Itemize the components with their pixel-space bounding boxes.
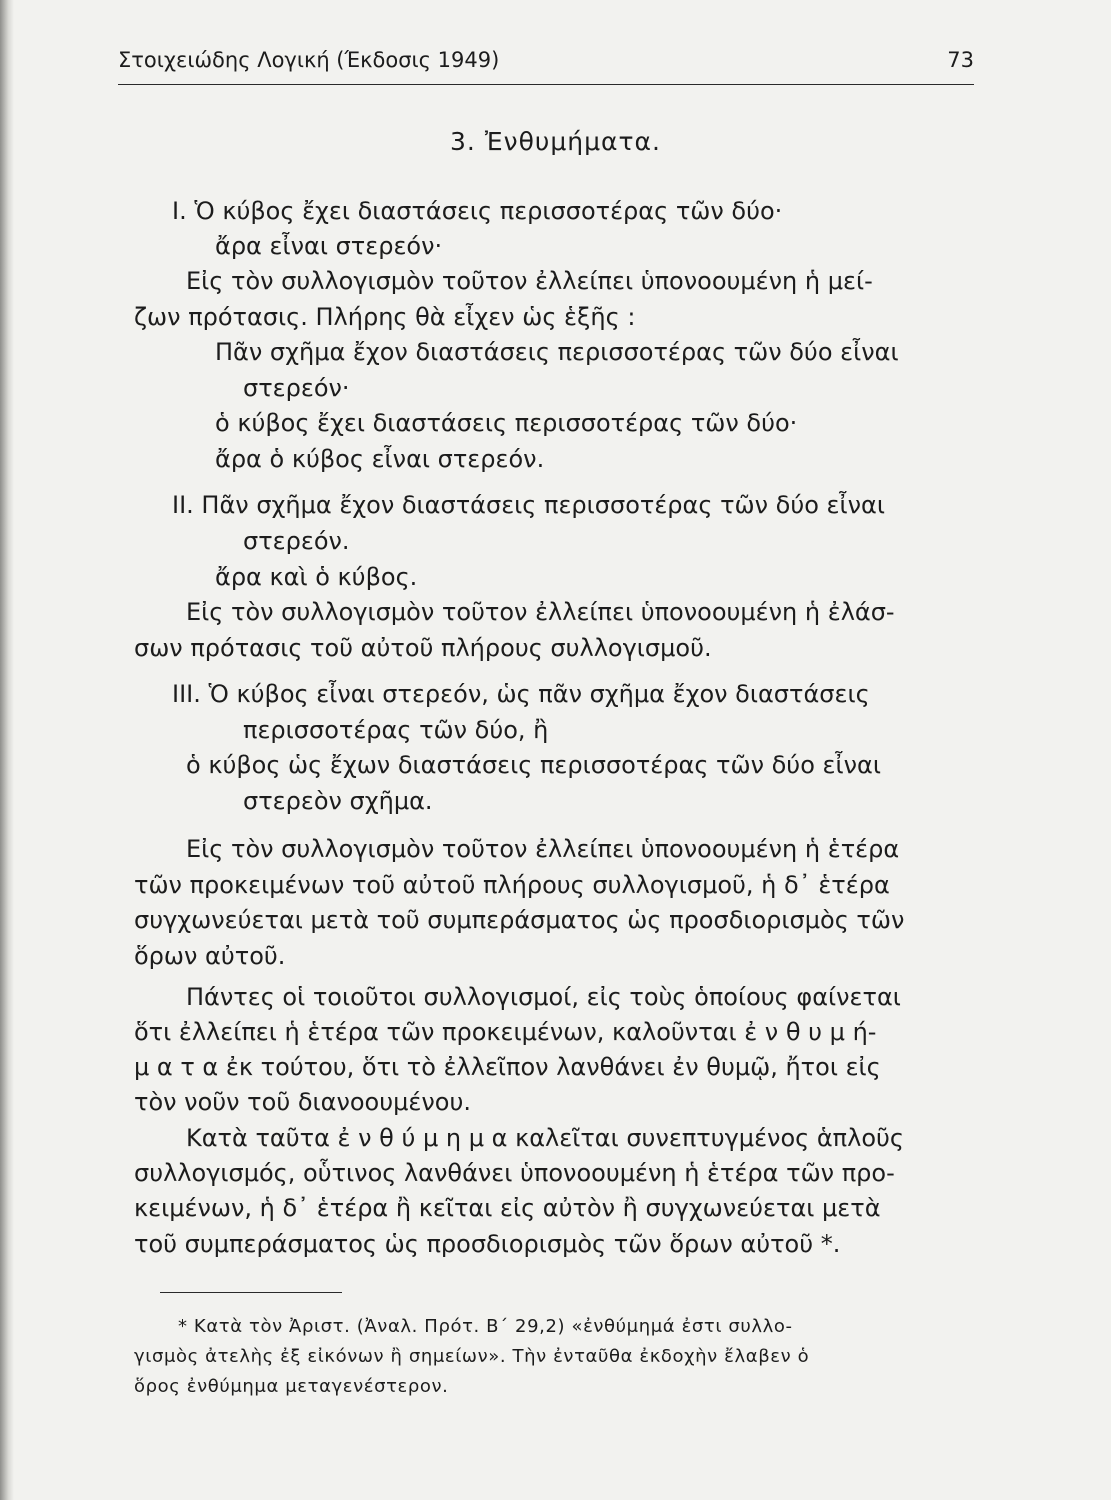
body-line: συγχωνεύεται μετὰ τοῦ συμπεράσματος ὡς προσδιορισμὸς τῶν [134, 906, 905, 934]
body-line: στερεόν· [243, 374, 350, 402]
body-line: Κατὰ ταῦτα ἐ ν θ ύ μ η μ α καλεῖται συνεπτυγμένος ἁπλοῦς [186, 1124, 904, 1152]
body-line: στερεὸν σχῆμα. [243, 787, 433, 815]
body-line: ζων πρότασις. Πλήρης θὰ εἶχεν ὡς ἑξῆς : [134, 303, 636, 331]
body-line: III. Ὁ κύβος εἶναι στερεόν, ὡς πᾶν σχῆμα ἔχον διαστάσεις [172, 680, 870, 708]
body-line: Εἰς τὸν συλλογισμὸν τοῦτον ἐλλείπει ὑπονοουμένη ἡ μεί- [186, 267, 873, 295]
body-line: ὁ κύβος ἔχει διαστάσεις περισσοτέρας τῶν δύο· [215, 409, 798, 437]
footnote-rule [160, 1292, 342, 1293]
body-line: κειμένων, ἡ δ᾽ ἑτέρα ἢ κεῖται εἰς αὐτὸν ἢ συγχωνεύεται μετὰ [134, 1194, 881, 1222]
body-line: τὸν νοῦν τοῦ διανοουμένου. [134, 1088, 471, 1116]
body-line: μ α τ α ἐκ τούτου, ὅτι τὸ ἐλλεῖπον λανθάνει ἐν θυμῷ, ἤτοι εἰς [134, 1053, 881, 1081]
body-line: ἄρα ὁ κύβος εἶναι στερεόν. [215, 445, 545, 473]
footnote-line: γισμὸς ἀτελὴς ἐξ εἰκόνων ἢ σημείων». Τὴν ἐνταῦθα ἐκδοχὴν ἔλαβεν ὁ [134, 1346, 810, 1367]
body-line: ὅτι ἐλλείπει ἡ ἑτέρα τῶν προκειμένων, καλοῦνται ἐ ν θ υ μ ή- [134, 1018, 877, 1046]
body-line: περισσοτέρας τῶν δύο, ἢ [243, 716, 549, 744]
body-line: ὁ κύβος ὡς ἔχων διαστάσεις περισσοτέρας τῶν δύο εἶναι [186, 751, 881, 779]
section-title: 3. Ἐνθυμήματα. [450, 127, 661, 156]
running-title: Στοιχειώδης Λογική (Έκδοσις 1949) [118, 48, 500, 72]
body-line: ἄρα εἶναι στερεόν· [215, 232, 443, 260]
body-line: Πάντες οἱ τοιοῦτοι συλλογισμοί, εἰς τοὺς ὁποίους φαίνεται [186, 983, 901, 1011]
body-line: τοῦ συμπεράσματος ὡς προσδιορισμὸς τῶν ὅρων αὐτοῦ *. [134, 1230, 841, 1258]
body-line: ὅρων αὐτοῦ. [134, 942, 286, 970]
page-edge-shadow [0, 0, 14, 1500]
running-header [118, 44, 974, 84]
header-rule [118, 84, 974, 85]
body-line: II. Πᾶν σχῆμα ἔχον διαστάσεις περισσοτέρας τῶν δύο εἶναι [172, 491, 885, 519]
body-line: ἄρα καὶ ὁ κύβος. [215, 563, 418, 591]
body-line: συλλογισμός, οὗτινος λανθάνει ὑπονοουμένη ἡ ἑτέρα τῶν προ- [134, 1159, 895, 1187]
footnote-line: * Κατὰ τὸν Ἀριστ. (Ἀναλ. Πρότ. Β´ 29,2) «ἐνθύμημά ἐστι συλλο- [178, 1316, 793, 1337]
body-line: Εἰς τὸν συλλογισμὸν τοῦτον ἐλλείπει ὑπονοουμένη ἡ ἐλάσ- [186, 598, 895, 626]
body-line: Πᾶν σχῆμα ἔχον διαστάσεις περισσοτέρας τῶν δύο εἶναι [215, 338, 899, 366]
body-line: Εἰς τὸν συλλογισμὸν τοῦτον ἐλλείπει ὑπονοουμένη ἡ ἑτέρα [186, 835, 900, 863]
footnote-line: ὅρος ἐνθύμημα μεταγενέστερον. [134, 1376, 449, 1397]
body-line: I. Ὁ κύβος ἔχει διαστάσεις περισσοτέρας τῶν δύο· [172, 197, 783, 225]
page-number: 73 [947, 48, 974, 72]
body-line: σων πρότασις τοῦ αὐτοῦ πλήρους συλλογισμοῦ. [134, 634, 712, 662]
body-line: τῶν προκειμένων τοῦ αὐτοῦ πλήρους συλλογισμοῦ, ἡ δ᾽ ἑτέρα [134, 871, 890, 899]
body-line: στερεόν. [243, 527, 350, 555]
